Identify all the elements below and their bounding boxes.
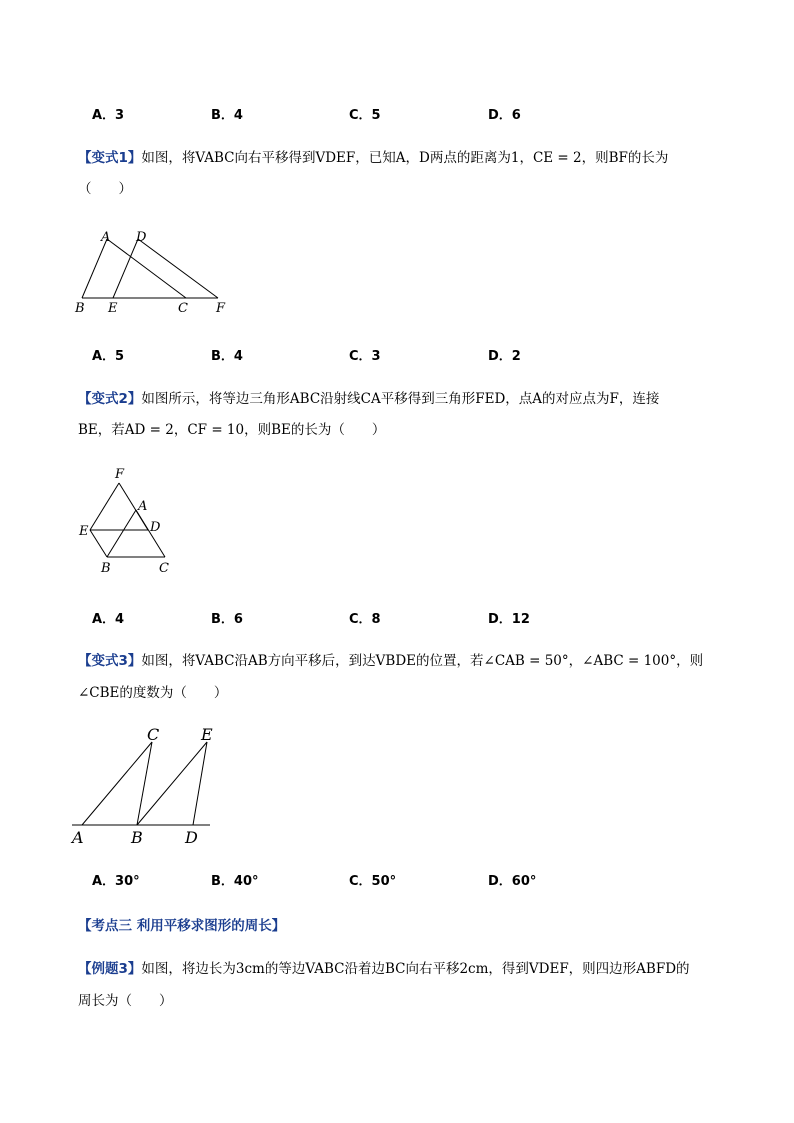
q1-label-e: E bbox=[108, 301, 118, 316]
q2-tag: 【变式2】 bbox=[78, 391, 142, 407]
q2-figure bbox=[70, 460, 190, 580]
option-b: B．4 bbox=[211, 349, 243, 364]
ex3-line1: 如图，将边长为3cm的等边VABC沿着边BC向右平移2cm，得到VDEF，则四边形ABFD的 bbox=[141, 961, 690, 977]
q1-line2: （ ） bbox=[78, 181, 132, 197]
q3-tag: 【变式3】 bbox=[78, 653, 142, 669]
q3-label-d: D bbox=[185, 828, 198, 847]
option-d: D．6 bbox=[488, 108, 521, 123]
q2-label-d: D bbox=[150, 520, 161, 535]
q1-label-c: C bbox=[178, 301, 188, 316]
option-a: A．5 bbox=[92, 349, 125, 364]
option-b: B．4 bbox=[211, 108, 243, 123]
q3-label-a: A bbox=[72, 828, 84, 847]
option-d: D．2 bbox=[488, 349, 521, 364]
q1-label-a: A bbox=[101, 230, 111, 245]
q3-line1: 如图，将VABC沿AB方向平移后，到达VBDE的位置，若∠CAB = 50°，∠ABC = 100°，则 bbox=[141, 653, 704, 669]
q2-line1: 如图所示，将等边三角形ABC沿射线CA平移得到三角形FED，点A的对应点为F，连接 bbox=[141, 391, 660, 407]
ex3-stem bbox=[78, 959, 690, 979]
q3-figure bbox=[66, 722, 226, 852]
q1-label-d: D bbox=[136, 230, 147, 245]
option-c: C．50° bbox=[349, 874, 397, 889]
option-a: A．3 bbox=[92, 108, 125, 123]
section-heading: 【考点三 利用平移求图形的周长】 bbox=[78, 918, 286, 934]
option-c: C．5 bbox=[349, 108, 381, 123]
q2-label-f: F bbox=[115, 467, 125, 482]
option-d: D．60° bbox=[488, 874, 537, 889]
q1-stem bbox=[78, 148, 668, 168]
option-d: D．12 bbox=[488, 612, 530, 627]
q3-stem bbox=[78, 651, 703, 671]
option-a: A．30° bbox=[92, 874, 140, 889]
q1-label-f: F bbox=[216, 301, 226, 316]
q2-label-b: B bbox=[101, 561, 111, 576]
q1-figure bbox=[70, 225, 240, 320]
q2-label-a: A bbox=[138, 499, 148, 514]
q2-label-e: E bbox=[79, 524, 89, 539]
q3-label-e: E bbox=[201, 725, 213, 744]
option-c: C．3 bbox=[349, 349, 381, 364]
option-a: A．4 bbox=[92, 612, 125, 627]
q3-label-b: B bbox=[131, 828, 143, 847]
ex3-tag: 【例题3】 bbox=[78, 961, 142, 977]
q1-tag: 【变式1】 bbox=[78, 150, 142, 166]
option-c: C．8 bbox=[349, 612, 381, 627]
q2-label-c: C bbox=[159, 561, 169, 576]
q2-stem bbox=[78, 389, 659, 409]
q3-label-c: C bbox=[147, 725, 160, 744]
ex3-line2: 周长为（ ） bbox=[78, 993, 173, 1009]
option-b: B．40° bbox=[211, 874, 259, 889]
option-b: B．6 bbox=[211, 612, 243, 627]
q3-line2: ∠CBE的度数为（ ） bbox=[78, 685, 228, 701]
q1-label-b: B bbox=[75, 301, 85, 316]
q1-line1: 如图，将VABC向右平移得到VDEF，已知A，D两点的距离为1，CE = 2，则BF的长为 bbox=[141, 150, 669, 166]
q2-line2: BE，若AD = 2，CF = 10，则BE的长为（ ） bbox=[78, 422, 386, 438]
